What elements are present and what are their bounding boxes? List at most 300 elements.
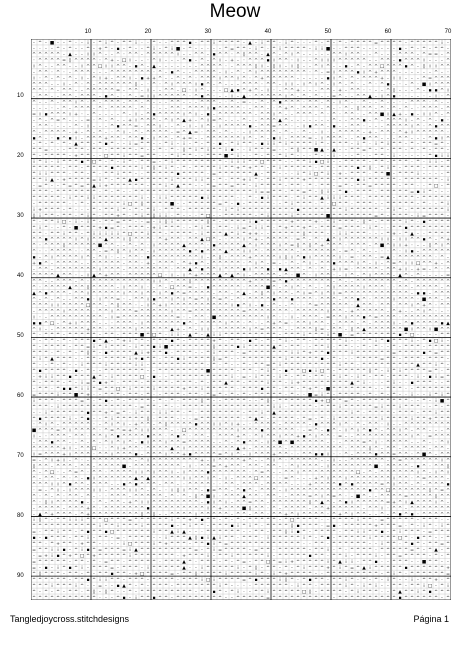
- svg-text:^: ^: [410, 422, 414, 428]
- svg-text:^: ^: [344, 201, 348, 207]
- svg-text:▪: ▪: [236, 89, 239, 94]
- svg-text:=: =: [116, 220, 120, 225]
- svg-text:^: ^: [140, 159, 144, 165]
- svg-text:^: ^: [212, 452, 216, 458]
- svg-text:-: -: [117, 59, 119, 64]
- svg-text:■: ■: [224, 154, 228, 159]
- svg-text:i: i: [171, 332, 172, 338]
- svg-text:-: -: [309, 89, 311, 94]
- svg-text:^: ^: [32, 332, 36, 338]
- svg-text:·: ·: [69, 202, 70, 207]
- svg-text:^: ^: [326, 219, 330, 225]
- svg-text:^: ^: [248, 70, 252, 76]
- svg-text:^: ^: [218, 40, 222, 46]
- svg-text:^: ^: [230, 308, 234, 314]
- svg-text:^: ^: [74, 452, 78, 458]
- svg-text:·: ·: [375, 381, 376, 386]
- svg-text:^: ^: [140, 70, 144, 76]
- svg-text:▪: ▪: [86, 297, 89, 302]
- svg-text:-: -: [327, 441, 329, 446]
- svg-text:^: ^: [320, 279, 324, 285]
- svg-text:^: ^: [434, 243, 438, 249]
- svg-text:^: ^: [410, 296, 414, 302]
- svg-text:^: ^: [188, 404, 192, 410]
- svg-text:-: -: [33, 118, 35, 123]
- svg-text:^: ^: [440, 237, 444, 243]
- svg-text:^: ^: [224, 452, 228, 458]
- svg-text:i: i: [219, 123, 220, 129]
- svg-text:^: ^: [434, 249, 438, 255]
- svg-text:-: -: [153, 89, 155, 94]
- svg-text:^: ^: [134, 195, 138, 201]
- svg-text:i: i: [381, 404, 382, 410]
- svg-text:^: ^: [344, 320, 348, 326]
- svg-text:^: ^: [194, 440, 198, 446]
- svg-text:^: ^: [104, 279, 108, 285]
- svg-text:^: ^: [80, 434, 84, 440]
- svg-text:i: i: [87, 237, 88, 243]
- svg-text:i: i: [33, 452, 34, 458]
- svg-text:^: ^: [260, 344, 264, 350]
- svg-text:·: ·: [99, 447, 100, 452]
- svg-text:^: ^: [44, 392, 48, 398]
- svg-text:-: -: [195, 381, 197, 386]
- svg-text:^: ^: [326, 99, 330, 105]
- svg-text:^: ^: [92, 279, 96, 285]
- svg-text:▲: ▲: [386, 256, 390, 261]
- svg-text:^: ^: [170, 88, 174, 94]
- svg-text:^: ^: [272, 392, 276, 398]
- svg-text:^: ^: [272, 207, 276, 213]
- svg-text:^: ^: [410, 344, 414, 350]
- svg-text:i: i: [285, 153, 286, 159]
- svg-text:^: ^: [122, 147, 126, 153]
- svg-text:^: ^: [230, 111, 234, 117]
- svg-text:·: ·: [327, 417, 328, 422]
- svg-text:^: ^: [74, 255, 78, 261]
- svg-text:^: ^: [308, 195, 312, 201]
- svg-text:·: ·: [447, 130, 448, 135]
- svg-text:-: -: [315, 417, 317, 422]
- svg-text:i: i: [309, 171, 310, 177]
- svg-text:^: ^: [260, 111, 264, 117]
- svg-text:▲: ▲: [104, 339, 108, 344]
- svg-text:·: ·: [51, 71, 52, 76]
- svg-text:^: ^: [80, 302, 84, 308]
- svg-text:^: ^: [212, 284, 216, 290]
- svg-text:^: ^: [362, 105, 366, 111]
- svg-text:^: ^: [254, 58, 258, 64]
- svg-text:^: ^: [344, 225, 348, 231]
- svg-text:▲: ▲: [242, 291, 246, 296]
- svg-text:^: ^: [368, 135, 372, 141]
- svg-text:-: -: [153, 369, 155, 374]
- svg-text:^: ^: [134, 434, 138, 440]
- svg-text:^: ^: [38, 195, 42, 201]
- svg-text:i: i: [339, 404, 340, 410]
- svg-text:^: ^: [368, 177, 372, 183]
- svg-text:^: ^: [344, 422, 348, 428]
- svg-text:^: ^: [134, 255, 138, 261]
- svg-text:^: ^: [278, 93, 282, 99]
- svg-text:^: ^: [302, 338, 306, 344]
- svg-text:^: ^: [128, 332, 132, 338]
- svg-text:^: ^: [422, 458, 426, 464]
- svg-text:i: i: [411, 392, 412, 398]
- svg-text:▪: ▪: [116, 47, 119, 52]
- svg-text:^: ^: [290, 231, 294, 237]
- svg-text:▪: ▪: [86, 417, 89, 422]
- svg-text:^: ^: [296, 410, 300, 416]
- svg-text:^: ^: [416, 350, 420, 356]
- svg-text:-: -: [351, 453, 353, 458]
- svg-text:^: ^: [44, 308, 48, 314]
- svg-text:^: ^: [362, 434, 366, 440]
- svg-text:^: ^: [44, 82, 48, 88]
- svg-text:-: -: [333, 280, 335, 285]
- svg-text:^: ^: [146, 46, 150, 52]
- svg-text:-: -: [63, 47, 65, 52]
- svg-text:-: -: [393, 136, 395, 141]
- svg-text:^: ^: [392, 165, 396, 171]
- svg-text:i: i: [399, 368, 400, 374]
- svg-text:^: ^: [446, 350, 450, 356]
- svg-text:▪: ▪: [374, 453, 377, 458]
- svg-text:-: -: [231, 130, 233, 135]
- svg-text:-: -: [309, 53, 311, 58]
- svg-text:^: ^: [200, 88, 204, 94]
- svg-text:^: ^: [104, 386, 108, 392]
- svg-text:·: ·: [285, 315, 286, 320]
- svg-text:^: ^: [92, 135, 96, 141]
- svg-text:-: -: [75, 381, 77, 386]
- svg-text:■: ■: [290, 441, 294, 446]
- svg-text:^: ^: [350, 404, 354, 410]
- svg-text:^: ^: [278, 290, 282, 296]
- svg-text:◊: ◊: [369, 368, 372, 374]
- svg-text:^: ^: [260, 398, 264, 404]
- svg-text:^: ^: [272, 171, 276, 177]
- svg-text:^: ^: [200, 368, 204, 374]
- svg-text:^: ^: [134, 290, 138, 296]
- svg-text:^: ^: [362, 267, 366, 273]
- svg-text:·: ·: [345, 447, 346, 452]
- svg-text:^: ^: [416, 88, 420, 94]
- svg-text:^: ^: [50, 207, 54, 213]
- svg-text:▪: ▪: [434, 124, 437, 129]
- svg-text:^: ^: [260, 374, 264, 380]
- svg-text:·: ·: [375, 83, 376, 88]
- svg-text:^: ^: [404, 338, 408, 344]
- svg-text:^: ^: [50, 332, 54, 338]
- svg-text:^: ^: [446, 434, 450, 440]
- svg-text:^: ^: [254, 338, 258, 344]
- svg-text:^: ^: [362, 141, 366, 147]
- svg-text:^: ^: [332, 141, 336, 147]
- svg-text:^: ^: [272, 177, 276, 183]
- svg-text:·: ·: [363, 124, 364, 129]
- svg-text:^: ^: [254, 153, 258, 159]
- svg-text:▪: ▪: [50, 441, 53, 446]
- svg-text:i: i: [153, 243, 154, 249]
- svg-text:-: -: [351, 65, 353, 70]
- svg-text:^: ^: [158, 386, 162, 392]
- svg-text:^: ^: [446, 261, 450, 267]
- svg-text:i: i: [291, 213, 292, 219]
- svg-text:^: ^: [278, 344, 282, 350]
- svg-text:^: ^: [68, 326, 72, 332]
- svg-text:^: ^: [356, 314, 360, 320]
- svg-text:=: =: [266, 363, 270, 368]
- svg-text:^: ^: [98, 398, 102, 404]
- svg-text:-: -: [189, 53, 191, 58]
- svg-text:^: ^: [128, 171, 132, 177]
- svg-text:^: ^: [446, 326, 450, 332]
- svg-text:^: ^: [128, 225, 132, 231]
- svg-text:^: ^: [260, 362, 264, 368]
- svg-text:▪: ▪: [68, 387, 71, 392]
- svg-text:-: -: [363, 423, 365, 428]
- svg-text:i: i: [195, 177, 196, 183]
- svg-text:^: ^: [182, 374, 186, 380]
- svg-text:^: ^: [434, 392, 438, 398]
- svg-text:i: i: [237, 159, 238, 165]
- svg-text:^: ^: [44, 52, 48, 58]
- svg-text:^: ^: [242, 386, 246, 392]
- svg-text:▪: ▪: [398, 47, 401, 52]
- svg-text:^: ^: [158, 261, 162, 267]
- svg-text:^: ^: [62, 225, 66, 231]
- svg-text:▪: ▪: [206, 285, 209, 290]
- svg-text:^: ^: [50, 380, 54, 386]
- svg-text:+: +: [416, 267, 420, 273]
- svg-text:i: i: [405, 117, 406, 123]
- svg-text:^: ^: [188, 422, 192, 428]
- svg-text:^: ^: [86, 88, 90, 94]
- svg-text:-: -: [297, 106, 299, 111]
- svg-text:^: ^: [170, 171, 174, 177]
- svg-text:▲: ▲: [68, 285, 72, 290]
- svg-text:^: ^: [302, 380, 306, 386]
- svg-text:-: -: [219, 47, 221, 52]
- svg-text:^: ^: [224, 165, 228, 171]
- row-number: 20: [17, 153, 24, 159]
- svg-text:^: ^: [104, 207, 108, 213]
- svg-text:i: i: [303, 82, 304, 88]
- svg-text:▪: ▪: [38, 369, 41, 374]
- svg-text:^: ^: [86, 231, 90, 237]
- svg-text:^: ^: [392, 344, 396, 350]
- svg-text:^: ^: [182, 153, 186, 159]
- svg-text:-: -: [213, 83, 215, 88]
- svg-text:^: ^: [38, 440, 42, 446]
- svg-text:◊: ◊: [153, 213, 156, 219]
- svg-text:^: ^: [98, 302, 102, 308]
- svg-text:^: ^: [266, 320, 270, 326]
- svg-text:·: ·: [327, 112, 328, 117]
- svg-text:▪: ▪: [152, 297, 155, 302]
- svg-text:^: ^: [224, 416, 228, 422]
- svg-text:^: ^: [356, 279, 360, 285]
- svg-text:-: -: [297, 393, 299, 398]
- svg-text:□: □: [182, 429, 186, 434]
- svg-text:^: ^: [56, 464, 60, 470]
- svg-text:^: ^: [446, 404, 450, 410]
- svg-text:^: ^: [314, 207, 318, 213]
- svg-text:^: ^: [362, 356, 366, 362]
- svg-text:^: ^: [440, 76, 444, 82]
- svg-text:·: ·: [303, 100, 304, 105]
- svg-text:-: -: [375, 94, 377, 99]
- svg-text:^: ^: [188, 356, 192, 362]
- svg-text:^: ^: [122, 326, 126, 332]
- svg-text:^: ^: [218, 314, 222, 320]
- svg-text:^: ^: [404, 52, 408, 58]
- svg-text:-: -: [309, 130, 311, 135]
- svg-text:^: ^: [398, 350, 402, 356]
- svg-text:^: ^: [62, 111, 66, 117]
- svg-text:i: i: [87, 213, 88, 219]
- svg-text:-: -: [261, 89, 263, 94]
- svg-text:i: i: [321, 58, 322, 64]
- svg-text:-: -: [195, 136, 197, 141]
- svg-text:·: ·: [237, 375, 238, 380]
- svg-text:^: ^: [344, 380, 348, 386]
- svg-text:^: ^: [176, 458, 180, 464]
- svg-text:^: ^: [206, 308, 210, 314]
- svg-text:·: ·: [249, 154, 250, 159]
- svg-text:^: ^: [368, 362, 372, 368]
- svg-text:·: ·: [291, 453, 292, 458]
- svg-text:^: ^: [170, 434, 174, 440]
- svg-text:^: ^: [260, 416, 264, 422]
- svg-text:i: i: [369, 273, 370, 279]
- svg-text:^: ^: [296, 422, 300, 428]
- svg-text:^: ^: [80, 93, 84, 99]
- svg-text:-: -: [291, 375, 293, 380]
- svg-text:^: ^: [170, 52, 174, 58]
- svg-text:^: ^: [278, 189, 282, 195]
- svg-text:-: -: [357, 77, 359, 82]
- svg-text:i: i: [177, 153, 178, 159]
- svg-text:^: ^: [314, 213, 318, 219]
- svg-text:-: -: [267, 417, 269, 422]
- svg-text:^: ^: [38, 58, 42, 64]
- svg-text:^: ^: [308, 207, 312, 213]
- svg-text:^: ^: [248, 261, 252, 267]
- svg-text:^: ^: [200, 201, 204, 207]
- svg-text:-: -: [99, 154, 101, 159]
- svg-text:^: ^: [122, 207, 126, 213]
- svg-text:-: -: [123, 89, 125, 94]
- svg-text:^: ^: [320, 410, 324, 416]
- svg-text:^: ^: [398, 374, 402, 380]
- svg-text:^: ^: [308, 410, 312, 416]
- svg-text:^: ^: [290, 40, 294, 46]
- svg-text:-: -: [147, 369, 149, 374]
- svg-text:^: ^: [242, 404, 246, 410]
- svg-text:^: ^: [188, 105, 192, 111]
- svg-text:·: ·: [141, 41, 142, 46]
- svg-text:-: -: [345, 83, 347, 88]
- svg-text:^: ^: [56, 308, 60, 314]
- svg-text:=: =: [380, 357, 384, 362]
- svg-text:^: ^: [320, 416, 324, 422]
- svg-text:^: ^: [344, 440, 348, 446]
- svg-text:-: -: [195, 351, 197, 356]
- svg-text:-: -: [189, 100, 191, 105]
- svg-text:^: ^: [128, 159, 132, 165]
- svg-text:^: ^: [170, 416, 174, 422]
- svg-text:^: ^: [428, 356, 432, 362]
- svg-text:·: ·: [411, 399, 412, 404]
- svg-text:·: ·: [33, 423, 34, 428]
- svg-text:^: ^: [368, 279, 372, 285]
- svg-text:^: ^: [110, 296, 114, 302]
- svg-text:=: =: [194, 417, 198, 422]
- svg-text:^: ^: [242, 207, 246, 213]
- svg-text:^: ^: [314, 428, 318, 434]
- svg-text:i: i: [231, 159, 232, 165]
- svg-text:^: ^: [176, 111, 180, 117]
- svg-text:▪: ▪: [410, 381, 413, 386]
- svg-text:-: -: [339, 357, 341, 362]
- svg-text:·: ·: [51, 351, 52, 356]
- svg-text:-: -: [291, 291, 293, 296]
- svg-text:^: ^: [152, 290, 156, 296]
- svg-text:^: ^: [272, 326, 276, 332]
- svg-text:i: i: [105, 362, 106, 368]
- svg-text:·: ·: [207, 244, 208, 249]
- svg-text:^: ^: [158, 422, 162, 428]
- svg-text:-: -: [339, 124, 341, 129]
- svg-text:^: ^: [332, 225, 336, 231]
- svg-text:◊: ◊: [207, 219, 210, 225]
- svg-text:i: i: [213, 422, 214, 428]
- svg-text:^: ^: [128, 279, 132, 285]
- svg-text:▪: ▪: [398, 333, 401, 338]
- svg-text:^: ^: [158, 416, 162, 422]
- svg-text:^: ^: [218, 428, 222, 434]
- svg-text:^: ^: [440, 201, 444, 207]
- svg-text:^: ^: [266, 290, 270, 296]
- svg-text:·: ·: [249, 77, 250, 82]
- svg-text:◊: ◊: [267, 398, 270, 404]
- svg-text:■: ■: [314, 148, 318, 153]
- svg-text:^: ^: [440, 422, 444, 428]
- svg-text:^: ^: [356, 147, 360, 153]
- svg-text:^: ^: [356, 350, 360, 356]
- svg-text:^: ^: [368, 290, 372, 296]
- svg-text:^: ^: [44, 338, 48, 344]
- svg-text:^: ^: [368, 284, 372, 290]
- svg-text:^: ^: [350, 458, 354, 464]
- svg-text:^: ^: [92, 76, 96, 82]
- svg-text:^: ^: [74, 105, 78, 111]
- svg-text:▲: ▲: [176, 184, 180, 189]
- svg-text:^: ^: [362, 279, 366, 285]
- svg-text:^: ^: [80, 267, 84, 273]
- svg-text:-: -: [399, 447, 401, 452]
- svg-text:^: ^: [320, 213, 324, 219]
- svg-text:^: ^: [308, 398, 312, 404]
- svg-text:-: -: [327, 232, 329, 237]
- svg-text:-: -: [135, 148, 137, 153]
- svg-text:i: i: [159, 219, 160, 225]
- svg-text:^: ^: [242, 46, 246, 52]
- svg-text:^: ^: [254, 392, 258, 398]
- svg-text:^: ^: [248, 296, 252, 302]
